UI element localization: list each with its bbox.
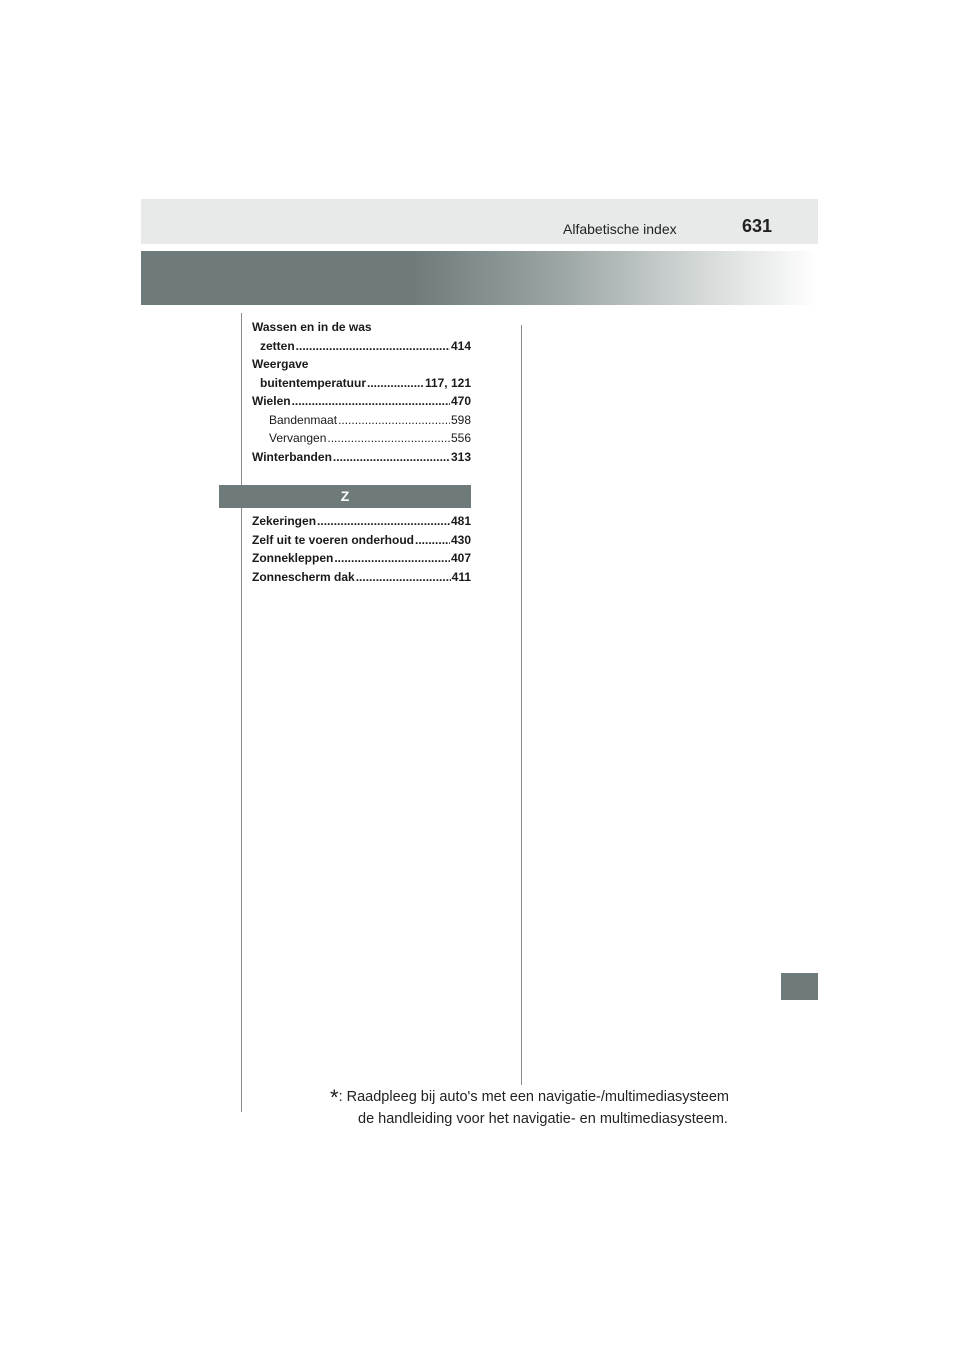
index-term: Zonnescherm dak xyxy=(252,569,355,584)
thumb-tab xyxy=(781,973,818,1000)
page-number: 631 xyxy=(742,216,773,236)
index-term: Zelf uit te voeren onderhoud xyxy=(252,532,415,547)
index-page: 414 xyxy=(450,338,471,353)
index-entry-weergave-cont[interactable] xyxy=(252,374,471,393)
index-page: 313 xyxy=(450,449,471,464)
index-term: Zonnekleppen xyxy=(252,551,334,565)
index-term: zetten xyxy=(260,338,295,353)
index-term: Zekeringen xyxy=(252,514,317,528)
leader-dots xyxy=(338,411,450,430)
index-entry-zonnekleppen[interactable] xyxy=(252,549,471,568)
index-entry-zelf-onderhoud[interactable] xyxy=(252,531,471,550)
index-page: 117, 121 xyxy=(424,375,471,390)
index-entry-wielen[interactable] xyxy=(252,392,471,411)
index-entry-zekeringen[interactable] xyxy=(252,512,471,531)
column-divider-middle xyxy=(521,325,522,1085)
index-entry-wassen[interactable] xyxy=(252,318,471,337)
index-term: Wassen en in de was xyxy=(252,320,372,334)
index-entry-vervangen[interactable] xyxy=(252,429,471,448)
index-term: Wielen xyxy=(252,394,291,408)
index-list-w xyxy=(252,318,471,466)
index-page: 481 xyxy=(450,514,471,528)
index-entry-bandenmaat[interactable] xyxy=(252,411,471,430)
footnote-marker: * xyxy=(330,1085,339,1110)
index-page: 407 xyxy=(450,551,471,565)
column-divider-left xyxy=(241,313,242,1112)
index-page: 598 xyxy=(450,412,471,427)
footnote-text-1: : Raadpleeg bij auto's met een navigatie-/multimediasysteem xyxy=(338,1089,730,1105)
index-page: 411 xyxy=(451,569,471,584)
leader-dots xyxy=(296,337,450,356)
header-banner xyxy=(141,251,818,305)
header-bar xyxy=(141,199,818,244)
letter-heading-z: Z xyxy=(219,485,471,508)
index-list-z xyxy=(252,512,471,586)
index-page: 430 xyxy=(450,532,471,547)
section-title: Alfabetische index xyxy=(563,221,677,237)
index-entry-weergave[interactable] xyxy=(252,355,471,374)
index-page: 470 xyxy=(450,394,471,408)
leader-dots xyxy=(356,568,451,587)
footnote-line-2: de handleiding voor het navigatie- en multimediasysteem. xyxy=(358,1111,728,1127)
leader-dots xyxy=(334,549,450,568)
index-term: Vervangen xyxy=(269,431,327,445)
leader-dots xyxy=(317,512,450,531)
index-entry-winterbanden[interactable] xyxy=(252,448,471,467)
index-entry-wassen-cont[interactable] xyxy=(252,337,471,356)
index-term: Weergave xyxy=(252,357,309,371)
index-page: 556 xyxy=(450,431,471,445)
leader-dots xyxy=(333,448,450,467)
footnote xyxy=(330,1086,729,1130)
index-term: Bandenmaat xyxy=(269,412,338,427)
footnote-line-1 xyxy=(330,1086,729,1108)
index-entry-zonnescherm[interactable] xyxy=(252,568,471,587)
leader-dots xyxy=(327,429,450,448)
leader-dots xyxy=(367,374,424,393)
index-term: buitentemperatuur xyxy=(260,375,367,390)
index-term: Winterbanden xyxy=(252,449,332,464)
leader-dots xyxy=(415,531,450,550)
leader-dots xyxy=(292,392,450,411)
